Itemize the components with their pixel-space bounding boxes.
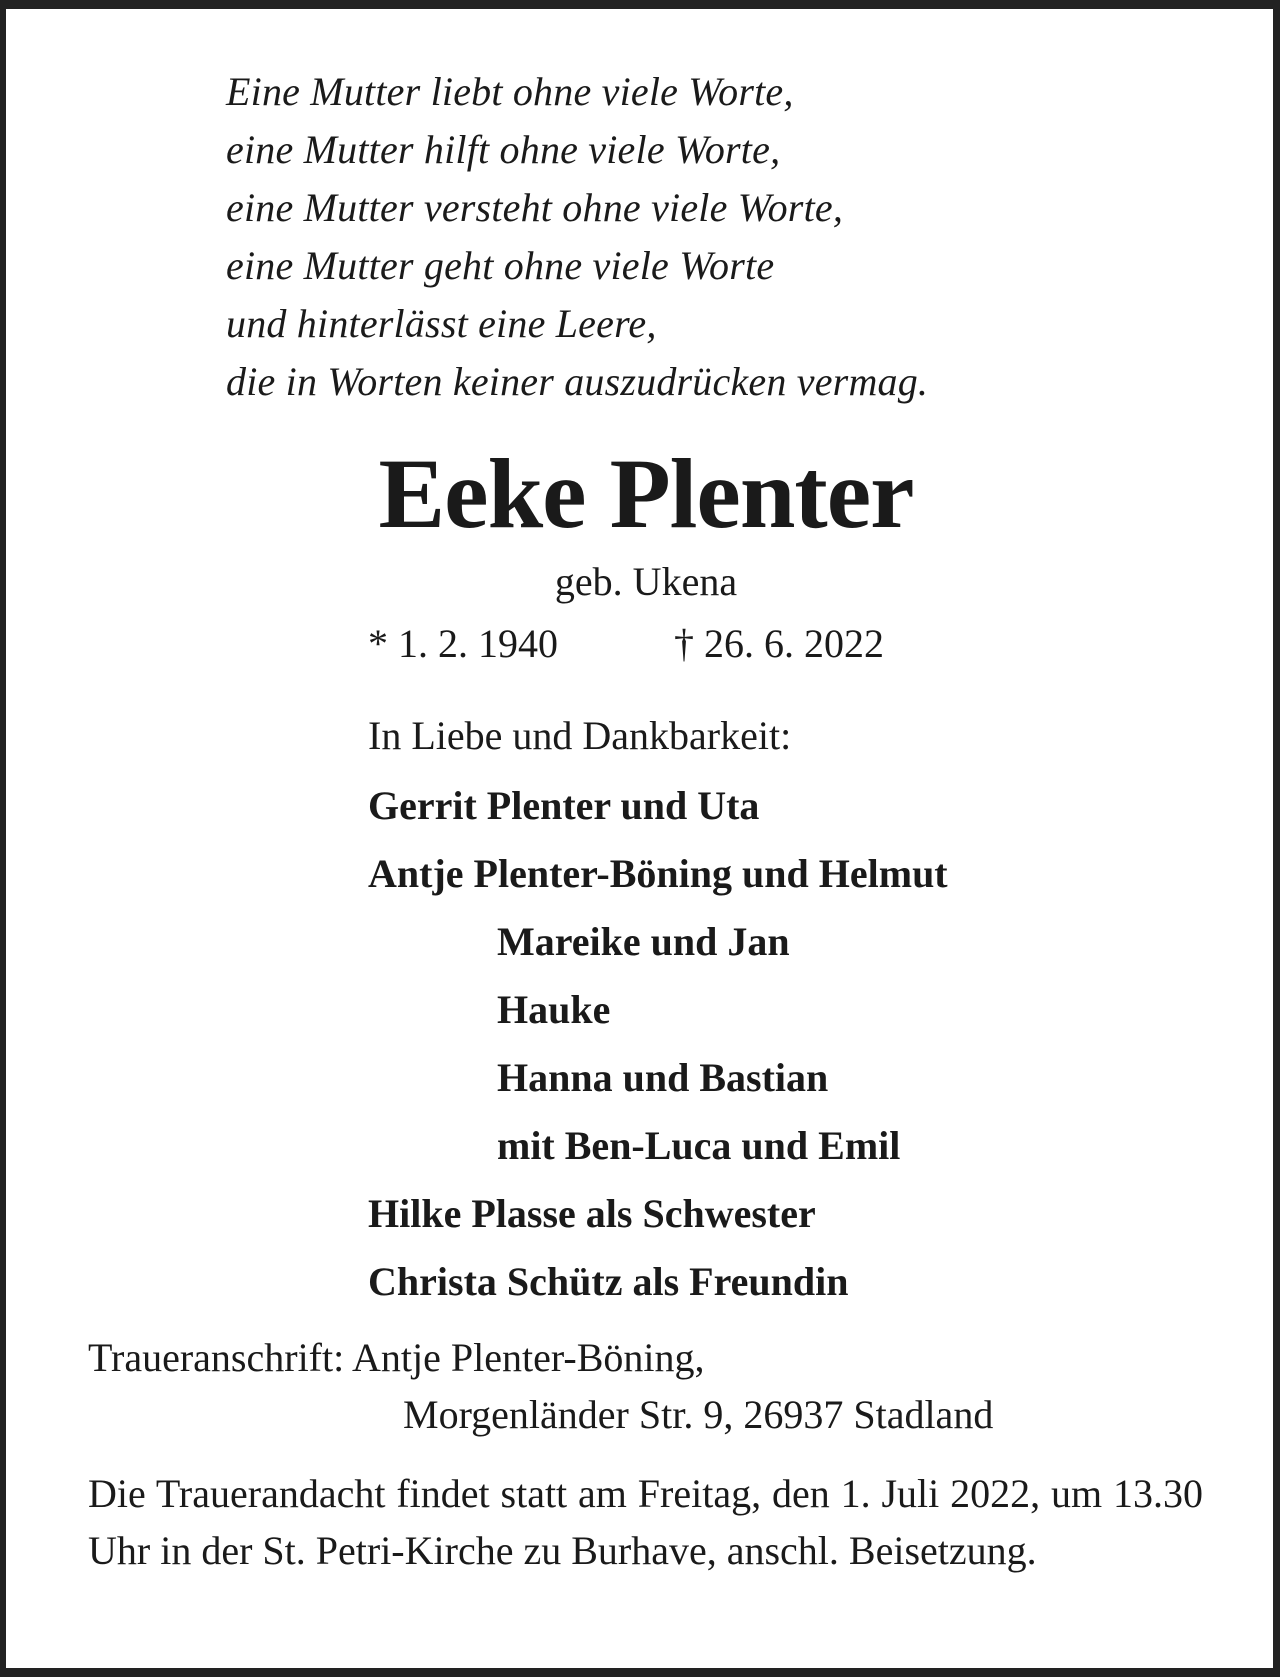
mourner-name: Antje Plenter-Böning und Helmut: [368, 851, 948, 896]
poem-line: eine Mutter hilft ohne viele Worte,: [226, 127, 781, 172]
death-date: † 26. 6. 2022: [674, 621, 884, 666]
poem-line: eine Mutter geht ohne viele Worte: [226, 243, 775, 288]
birth-date: * 1. 2. 1940: [368, 621, 558, 666]
mourner-name: Mareike und Jan: [497, 919, 790, 964]
mourner-name: Christa Schütz als Freundin: [368, 1259, 849, 1304]
mourner-name: Hanna und Bastian: [497, 1055, 829, 1100]
mourner-name: Hauke: [497, 987, 611, 1032]
poem-line: eine Mutter versteht ohne viele Worte,: [226, 185, 844, 230]
address-line: Morgenländer Str. 9, 26937 Stadland: [403, 1392, 994, 1437]
poem-line: die in Worten keiner auszudrücken vermag.: [226, 359, 929, 404]
mourning-address: [88, 1329, 993, 1443]
poem-line: und hinterlässt eine Leere,: [226, 301, 657, 346]
deceased-name: Eeke Plenter: [378, 438, 914, 549]
dedication-line: In Liebe und Dankbarkeit:: [368, 713, 792, 758]
service-info: Die Trauerandacht findet statt am Freitag, den 1. Juli 2022, um 13.30 Uhr in der St. Petri-Kirche zu Burhave, anschl. Beisetzung.: [88, 1471, 1203, 1573]
maiden-name: geb. Ukena: [554, 559, 738, 604]
address-line: Traueranschrift: Antje Plenter-Böning,: [88, 1335, 705, 1380]
mourner-name: mit Ben-Luca und Emil: [497, 1123, 901, 1168]
mourner-name: Gerrit Plenter und Uta: [368, 783, 760, 828]
mourners-list: [368, 772, 948, 1316]
poem-line: Eine Mutter liebt ohne viele Worte,: [226, 69, 794, 114]
mourner-name: Hilke Plasse als Schwester: [368, 1191, 816, 1236]
poem: [226, 63, 928, 411]
